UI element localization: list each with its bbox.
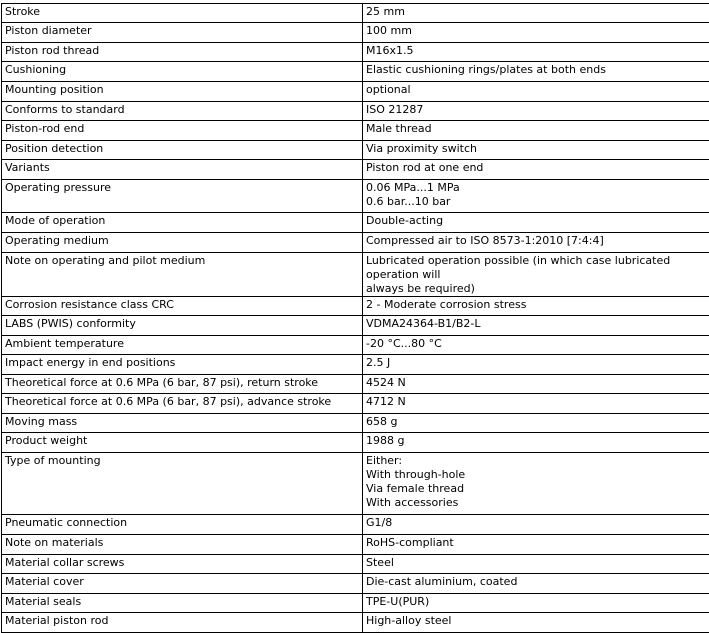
spec-value-line: 4712 N <box>366 395 706 409</box>
spec-value-line: Male thread <box>366 122 706 136</box>
spec-value-line: 2 - Moderate corrosion stress <box>366 298 706 312</box>
spec-label: Operating medium <box>2 233 363 253</box>
spec-label: Impact energy in end positions <box>2 355 363 375</box>
table-row <box>2 233 709 253</box>
spec-value-line: 2.5 J <box>366 356 706 370</box>
spec-value-line: Piston rod at one end <box>366 161 706 175</box>
spec-value-line: Elastic cushioning rings/plates at both ends <box>366 63 706 77</box>
spec-label: Ambient temperature <box>2 336 363 355</box>
spec-value-line: ISO 21287 <box>366 103 706 117</box>
table-row <box>2 515 709 535</box>
spec-label: Operating pressure <box>2 180 363 213</box>
spec-value <box>363 233 709 253</box>
spec-value <box>363 375 709 394</box>
spec-value <box>363 355 709 375</box>
table-row <box>2 555 709 574</box>
spec-value-line: 4524 N <box>366 376 706 390</box>
spec-value-line: 0.6 bar...10 bar <box>366 195 706 209</box>
spec-value-line: Double-acting <box>366 214 706 228</box>
spec-value-line: VDMA24364-B1/B2-L <box>366 317 706 331</box>
spec-value-line: Die-cast aluminium, coated <box>366 575 706 589</box>
table-row <box>2 297 709 316</box>
spec-label: Position detection <box>2 141 363 160</box>
spec-value-line: Via proximity switch <box>366 142 706 156</box>
spec-value <box>363 4 709 23</box>
spec-value <box>363 316 709 336</box>
table-row <box>2 594 709 613</box>
spec-value <box>363 23 709 43</box>
spec-value <box>363 515 709 535</box>
spec-table-body <box>2 4 709 633</box>
spec-value-line: Steel <box>366 556 706 570</box>
spec-value-line: 0.06 MPa...1 MPa <box>366 181 706 195</box>
spec-value <box>363 336 709 355</box>
table-row <box>2 574 709 594</box>
spec-label: Mode of operation <box>2 213 363 233</box>
spec-value-line: With through-hole <box>366 468 706 482</box>
spec-label: Piston-rod end <box>2 121 363 141</box>
spec-label: Material collar screws <box>2 555 363 574</box>
table-row <box>2 253 709 297</box>
spec-value <box>363 43 709 62</box>
spec-label: Note on materials <box>2 535 363 555</box>
table-row <box>2 82 709 102</box>
spec-label: LABS (PWIS) conformity <box>2 316 363 336</box>
spec-label: Cushioning <box>2 62 363 82</box>
spec-label: Conforms to standard <box>2 102 363 121</box>
table-row <box>2 355 709 375</box>
spec-label: Moving mass <box>2 414 363 433</box>
table-row <box>2 316 709 336</box>
spec-label: Material piston rod <box>2 613 363 633</box>
spec-table <box>1 3 709 633</box>
table-row <box>2 180 709 213</box>
spec-value-line: G1/8 <box>366 516 706 530</box>
spec-value-line: M16x1.5 <box>366 44 706 58</box>
table-row <box>2 394 709 414</box>
spec-value-line: Via female thread <box>366 482 706 496</box>
spec-value-line: RoHS-compliant <box>366 536 706 550</box>
spec-value-line: Either: <box>366 454 706 468</box>
spec-value <box>363 253 709 297</box>
spec-value <box>363 160 709 180</box>
spec-label: Product weight <box>2 433 363 453</box>
spec-label: Piston diameter <box>2 23 363 43</box>
table-row <box>2 4 709 23</box>
spec-value-line: always be required) <box>366 282 706 296</box>
spec-value <box>363 574 709 594</box>
table-row <box>2 160 709 180</box>
spec-value <box>363 535 709 555</box>
spec-value-line: 1988 g <box>366 434 706 448</box>
spec-label: Theoretical force at 0.6 MPa (6 bar, 87 psi), advance stroke <box>2 394 363 414</box>
spec-value <box>363 555 709 574</box>
spec-value <box>363 180 709 213</box>
spec-value-line: 25 mm <box>366 5 706 19</box>
table-row <box>2 43 709 62</box>
spec-label: Corrosion resistance class CRC <box>2 297 363 316</box>
spec-value-line: With accessories <box>366 496 706 510</box>
spec-value <box>363 121 709 141</box>
spec-value-line: High-alloy steel <box>366 614 706 628</box>
table-row <box>2 336 709 355</box>
spec-label: Mounting position <box>2 82 363 102</box>
spec-label: Theoretical force at 0.6 MPa (6 bar, 87 psi), return stroke <box>2 375 363 394</box>
spec-value <box>363 82 709 102</box>
table-row <box>2 141 709 160</box>
spec-value <box>363 453 709 515</box>
spec-value <box>363 394 709 414</box>
spec-label: Variants <box>2 160 363 180</box>
spec-value <box>363 433 709 453</box>
table-row <box>2 414 709 433</box>
spec-value-line: Compressed air to ISO 8573-1:2010 [7:4:4] <box>366 234 706 248</box>
spec-label: Material seals <box>2 594 363 613</box>
table-row <box>2 102 709 121</box>
spec-value-line: 658 g <box>366 415 706 429</box>
table-row <box>2 62 709 82</box>
spec-value-line: 100 mm <box>366 24 706 38</box>
spec-label: Material cover <box>2 574 363 594</box>
spec-value-line: Lubricated operation possible (in which case lubricated operation will <box>366 254 706 282</box>
table-row <box>2 23 709 43</box>
table-row <box>2 121 709 141</box>
spec-label: Stroke <box>2 4 363 23</box>
spec-value <box>363 102 709 121</box>
spec-value <box>363 414 709 433</box>
spec-value <box>363 62 709 82</box>
table-row <box>2 375 709 394</box>
table-row <box>2 433 709 453</box>
spec-value-line: -20 °C...80 °C <box>366 337 706 351</box>
spec-label: Piston rod thread <box>2 43 363 62</box>
spec-value <box>363 213 709 233</box>
spec-value <box>363 297 709 316</box>
spec-label: Type of mounting <box>2 453 363 515</box>
spec-value-line: optional <box>366 83 706 97</box>
spec-value <box>363 594 709 613</box>
table-row <box>2 613 709 633</box>
spec-label: Pneumatic connection <box>2 515 363 535</box>
spec-label: Note on operating and pilot medium <box>2 253 363 297</box>
table-row <box>2 453 709 515</box>
spec-value <box>363 141 709 160</box>
spec-value-line: TPE-U(PUR) <box>366 595 706 609</box>
table-row <box>2 213 709 233</box>
table-row <box>2 535 709 555</box>
spec-value <box>363 613 709 633</box>
